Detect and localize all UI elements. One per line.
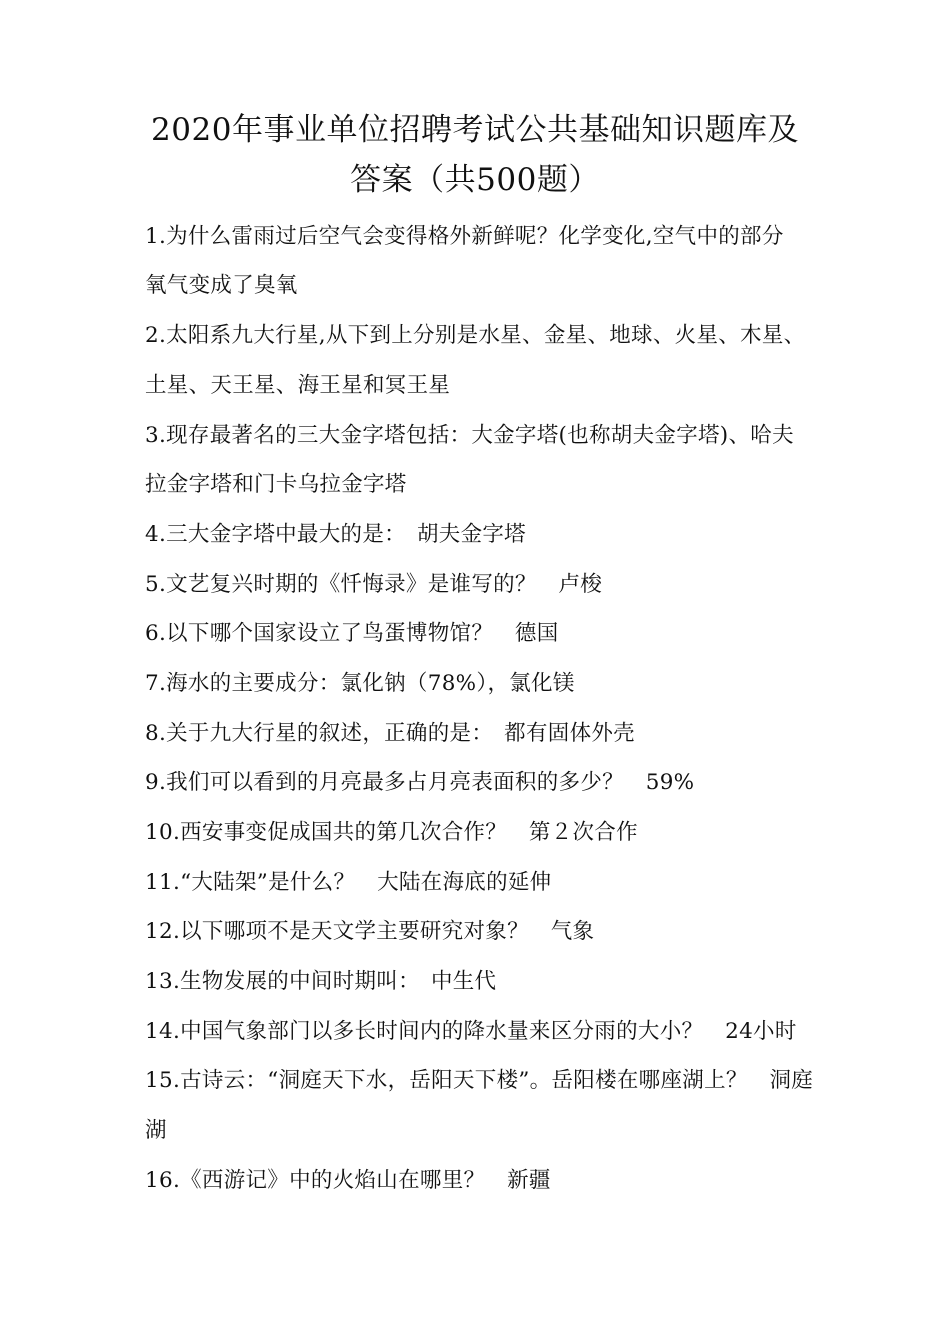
question-2-line-1: 2.太阳系九大行星,从下到上分别是水星、金星、地球、火星、木星、: [145, 323, 806, 348]
question-2-line-2: 土星、天王星、海王星和冥王星: [145, 373, 451, 398]
question-11: 11.“大陆架”是什么？ 大陆在海底的延伸: [145, 870, 552, 895]
document-title-line-2: 答案（共500题）: [350, 162, 600, 198]
question-9: 9.我们可以看到的月亮最多占月亮表面积的多少？ 59%: [145, 770, 695, 795]
question-1-line-2: 氧气变成了臭氧: [145, 273, 298, 298]
question-15-line-1: 15.古诗云：“洞庭天下水，岳阳天下楼”。岳阳楼在哪座湖上？ 洞庭: [145, 1068, 814, 1093]
question-3-line-1: 3.现存最著名的三大金字塔包括：大金字塔(也称胡夫金字塔)、哈夫: [145, 423, 794, 448]
question-7: 7.海水的主要成分：氯化钠（78%），氯化镁: [145, 671, 575, 696]
question-14: 14.中国气象部门以多长时间内的降水量来区分雨的大小？ 24小时: [145, 1019, 797, 1044]
document-title-line-1: 2020年事业单位招聘考试公共基础知识题库及: [151, 112, 799, 148]
question-5: 5.文艺复兴时期的《忏悔录》是谁写的？ 卢梭: [145, 572, 603, 597]
question-6: 6.以下哪个国家设立了鸟蛋博物馆？ 德国: [145, 621, 559, 646]
question-10: 10.西安事变促成国共的第几次合作？ 第２次合作: [145, 820, 638, 845]
question-12: 12.以下哪项不是天文学主要研究对象？ 气象: [145, 919, 595, 944]
question-16: 16.《西游记》中的火焰山在哪里？ 新疆: [145, 1168, 551, 1193]
question-13: 13.生物发展的中间时期叫： 中生代: [145, 969, 497, 994]
question-15-line-2: 湖: [145, 1118, 167, 1143]
question-3-line-2: 拉金字塔和门卡乌拉金字塔: [145, 472, 407, 497]
question-8: 8.关于九大行星的叙述，正确的是： 都有固体外壳: [145, 721, 635, 746]
question-4: 4.三大金字塔中最大的是： 胡夫金字塔: [145, 522, 526, 547]
question-1-line-1: 1.为什么雷雨过后空气会变得格外新鲜呢？化学变化,空气中的部分: [145, 224, 784, 249]
